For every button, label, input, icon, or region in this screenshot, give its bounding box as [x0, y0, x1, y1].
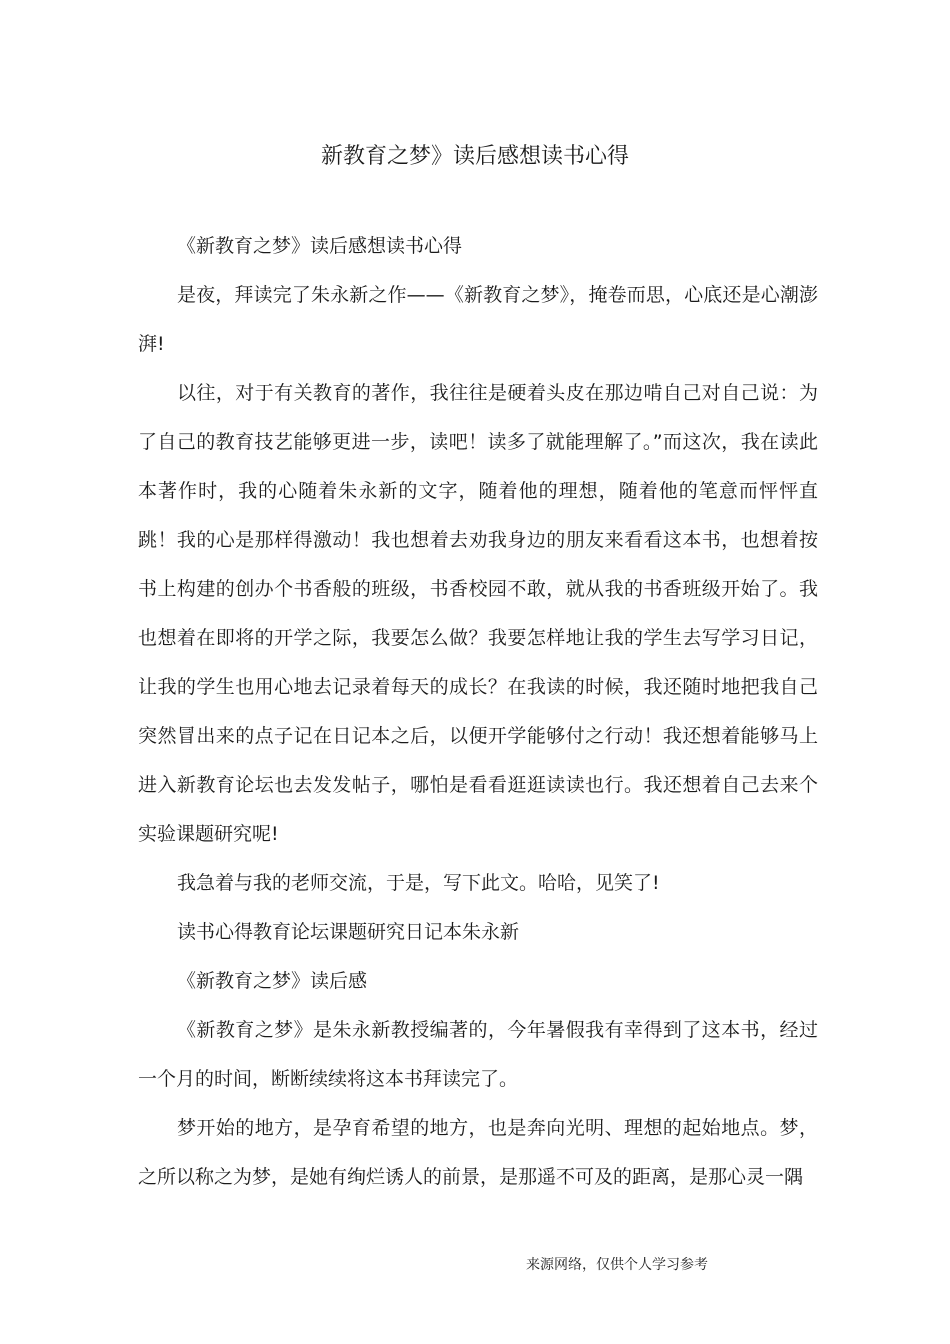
- document-body: [138, 222, 818, 1202]
- paragraph: 梦开始的地方，是孕育希望的地方，也是奔向光明、理想的起始地点。梦，之所以称之为梦，是她有绚烂诱人的前景，是那遥不可及的距离，是那心灵一隅: [138, 1117, 818, 1188]
- paragraph: 《新教育之梦》读后感: [177, 970, 368, 992]
- footer-source-note: 来源网络，仅供个人学习参考: [526, 1257, 708, 1273]
- paragraph: 我急着与我的老师交流，于是，写下此文。哈哈，见笑了!: [177, 872, 660, 894]
- document-title: 新教育之梦》读后感想读书心得: [320, 144, 629, 169]
- paragraph: 《新教育之梦》是朱永新教授编著的，今年暑假我有幸得到了这本书，经过一个月的时间，断断续续将这本书拜读完了。: [138, 1019, 818, 1090]
- paragraph: 《新教育之梦》读后感想读书心得: [177, 235, 463, 257]
- paragraph: 以往，对于有关教育的著作，我往往是硬着头皮在那边啃自己对自己说：为了自己的教育技艺能够更进一步，读吧！读多了就能理解了。”而这次，我在读此本著作时，我的心随着朱永新的文字，随着他的理想，随着他的笔意而怦怦直跳！我的心是那样得激动！我也想着去劝我身边的朋友来看看这本书，也想着按书上构建的创办个书香般的班级，书香校园不敢，就从我的书香班级开始了。我也想着在即将的开学之际，我要怎么做？我要怎样地让我的学生去写学习日记，让我的学生也用心地去记录着每天的成长？在我读的时候，我还随时地把我自己突然冒出来的点子记在日记本之后，以便开学能够付之行动！我还想着能够马上进入新教育论坛也去发发帖子，哪怕是看看逛逛读读也行。我还想着自己去来个实验课题研究呢!: [138, 382, 818, 845]
- paragraph: 读书心得教育论坛课题研究日记本朱永新: [177, 921, 520, 943]
- paragraph: 是夜，拜读完了朱永新之作——《新教育之梦》，掩卷而思，心底还是心潮澎湃!: [138, 284, 818, 355]
